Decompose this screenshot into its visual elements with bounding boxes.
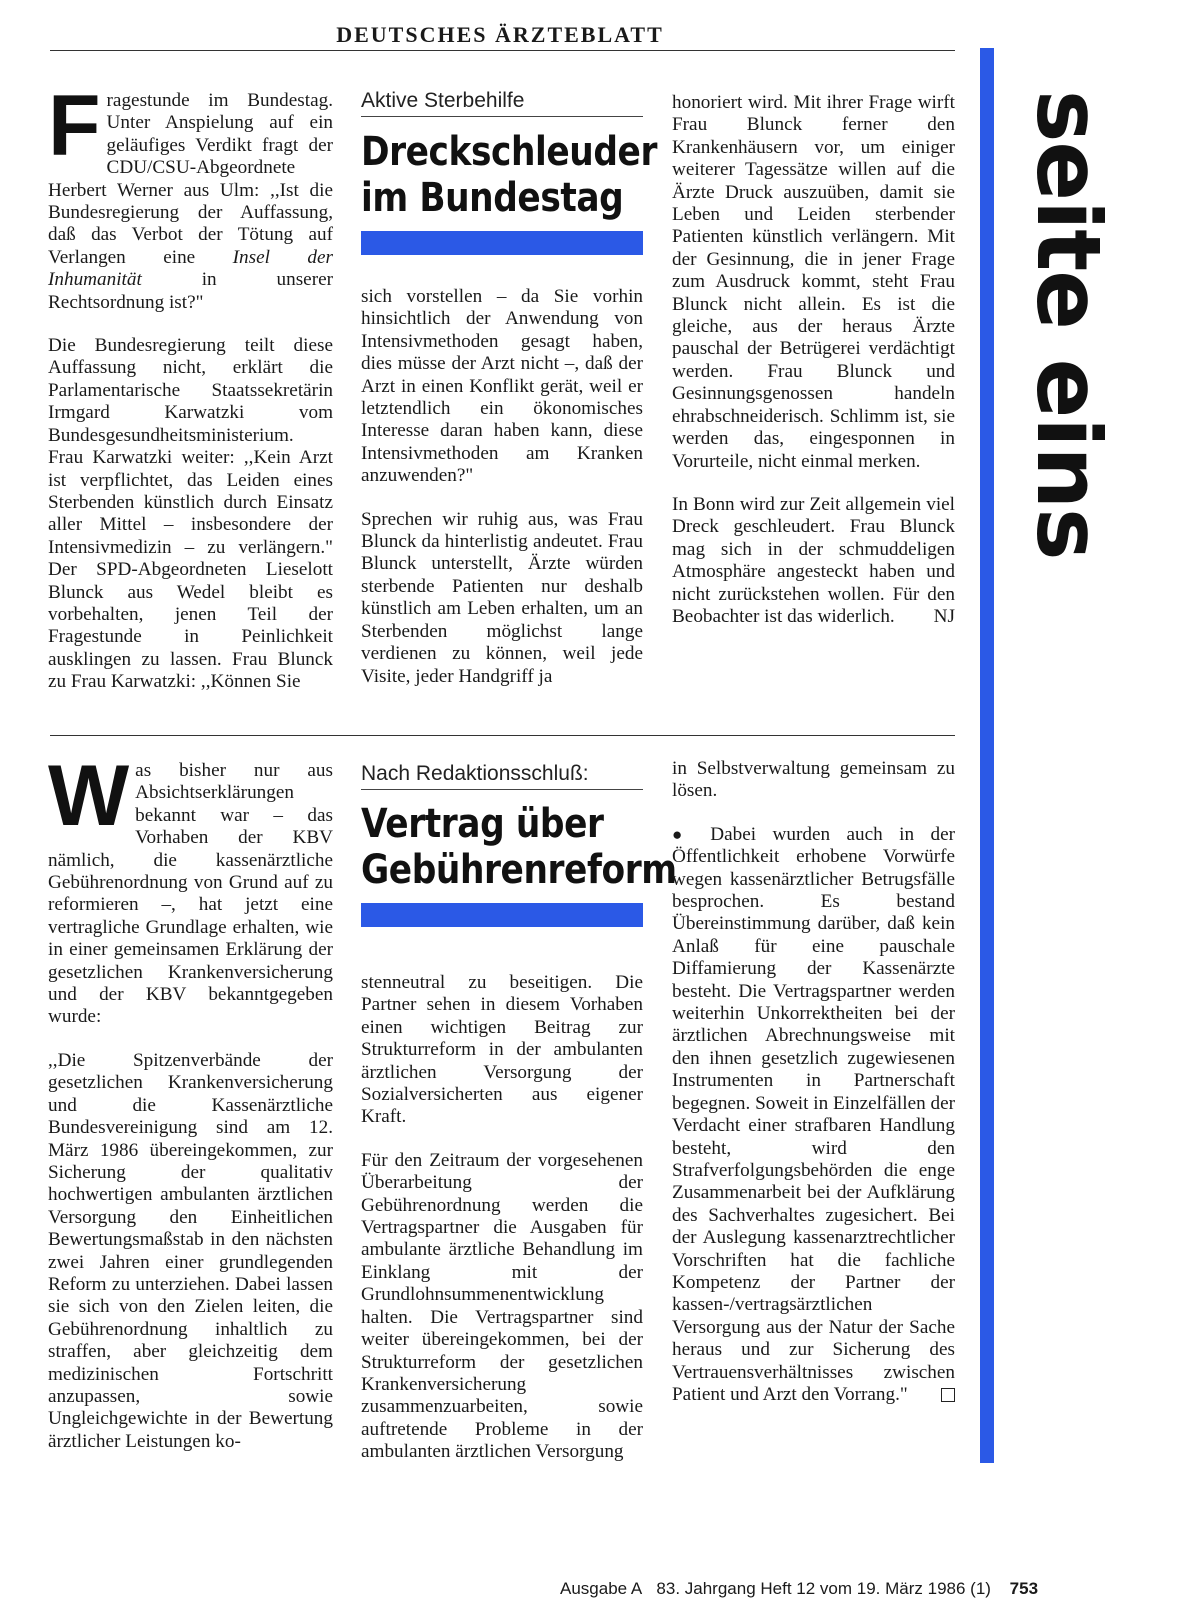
footer-issue: 83. Jahrgang Heft 12 vom 19. März 1986 (1): [656, 1579, 991, 1598]
masthead-rule: [50, 50, 955, 51]
footer: [560, 1578, 1116, 1600]
article2-col2-para1: stenneutral zu beseitigen. Die Partner sehen in diesem Vorhaben einen wichtigen Beitrag zur Strukturreform in der ambulanten ärztlichen Versorgung der Sozialversicherten aus eigener Kraft.: [361, 972, 643, 1128]
article2-col1: [48, 748, 333, 1474]
article2-col3: [672, 758, 955, 1427]
article2-col2: [361, 972, 643, 1485]
article1-col1-para1: Fragestunde im Bundestag. Unter Anspielung auf ein geläufiges Verdikt fragt der CDU/CSU-Abgeordnete Herbert Werner aus Ulm: ,,Ist die Bundesregierung der Auffassung, daß das Verbot der Tötung auf Verlangen eine Insel der Inhumanität in unserer Rechtsordnung ist?": [48, 78, 333, 313]
article2-kicker: Nach Redaktionsschluß:: [361, 762, 589, 785]
article1-headline-line2: im Bundestag: [361, 175, 624, 221]
article1-kicker-rule: [361, 116, 643, 117]
bullet-icon: ●: [672, 824, 694, 844]
article2-col3-para1: in Selbstverwaltung gemeinsam zu lösen.: [672, 758, 955, 802]
article1-headline-line1: Dreckschleuder: [361, 129, 657, 175]
article2-headline-line1: Vertrag über: [361, 801, 604, 847]
side-accent-bar: [980, 48, 994, 1463]
section-divider-rule: [50, 735, 955, 736]
article2-headline-line2: Gebührenreform: [361, 847, 677, 893]
article1-col3: [672, 92, 955, 649]
article2-kicker-rule: [361, 789, 643, 790]
footer-edition: Ausgabe A: [560, 1579, 643, 1598]
article1-kicker: Aktive Sterbehilfe: [361, 89, 525, 112]
article1-blue-bar: [361, 231, 643, 255]
article2-col3-para2: ● Dabei wurden auch in der Öffentlichkeit erhobene Vorwürfe wegen kassenärztlicher Betrugsfälle besprochen. Es bestand Übereinstimmung darüber, daß kein Anlaß für eine pauschale Diffamierung der Kassenärzte besteht. Die Vertragspartner werden weiterhin Unkorrektheiten bei der ärztlichen Abrechnungsweise mit den ihnen gesetzlich zugewiesenen Instrumenten in Partnerschaft begegnen. Soweit in Einzelfällen der Verdacht einer strafbaren Handlung besteht, wird den Strafverfolgungsbehörden die enge Zusammenarbeit bei der Aufklärung des Sachverhaltes zugesichert. Bei der Auslegung kassenarztrechtlicher Vorschriften hat die fachliche Kompetenz der Partner der kassen-/vertragsärztlichen Versorgung aus der Natur der Sache heraus und zur Sicherung des Vertrauensverhältnisses zwischen Patient und Arzt den Vorrang.": [672, 823, 955, 1405]
article2-col1-para1: Was bisher nur aus Absichtserklärungen bekannt war – das Vorhaben der KBV nämlich, die kassenärztliche Gebührenordnung von Grund auf zu reformieren –, hat jetzt eine vertragliche Grundlage erhalten, wie in einer gemeinsamen Erklärung der gesetzlichen Krankenversicherung und der KBV bekanntgegeben wurde:: [48, 748, 333, 1028]
end-mark-icon: [941, 1388, 955, 1402]
article2-col1-para2: ,,Die Spitzenverbände der gesetzlichen Krankenversicherung und die Kassenärztliche Bundesvereinigung sind am 12. März 1986 übereingekommen, zur Sicherung der qualitativ hochwertigen ambulanten ärztlichen Versorgung den Einheitlichen Bewertungsmaßstab in den nächsten zwei Jahren einer grundlegenden Reform zu unterziehen. Dabei lassen sie sich von den Zielen leiten, die Gebührenordnung inhaltlich zu straffen, aber gleichzeitig dem medizinischen Fortschritt anzupassen, sowie Ungleichgewichte in der Bewertung ärztlicher Leistungen ko-: [48, 1049, 333, 1452]
article1-col1: [48, 78, 333, 715]
masthead: DEUTSCHES ÄRZTEBLATT: [336, 22, 664, 47]
article2-blue-bar: [361, 903, 643, 927]
dropcap: W: [48, 748, 130, 844]
article2-col2-para2: Für den Zeitraum der vorgesehenen Überarbeitung der Gebührenordnung werden die Vertragspartner die Ausgaben für ambulante ärztliche Behandlung im Einklang mit der Grundlohnsummenentwicklung halten. Die Vertragspartner sind weiter übereingekommen, bei der Strukturreform der gesetzlichen Krankenversicherung zusammenzuarbeiten, sowie auftretende Probleme in der ambulanten ärztlichen Versorgung: [361, 1149, 643, 1463]
page-number: 753: [1009, 1579, 1039, 1598]
article1-col2: [361, 286, 643, 709]
article1-col2-para1: sich vorstellen – da Sie vorhin hinsichtlich der Anwendung von Intensivmethoden gesagt haben, dies müsse der Arzt nicht –, daß der Arzt in einen Konflikt gerät, weil er letztendlich ein ökonomisches Interesse daran haben kann, diese Intensivmethoden am Kranken anzuwenden?": [361, 286, 643, 487]
side-title-text: seite eins: [1017, 90, 1120, 560]
article1-col2-para2: Sprechen wir ruhig aus, was Frau Blunck da hinterlistig andeutet. Frau Blunck unterstellt, Ärzte würden sterbende Patienten nur deshalb künstlich am Leben erhalten, um an Sterbenden möglichst lange verdienen zu können, weil jede Visite, jeder Handgriff ja: [361, 508, 643, 687]
article1-col3-para1: honoriert wird. Mit ihrer Frage wirft Frau Blunck ferner den Krankenhäusern vor, um einiger weiterer Tagessätze willen auf die Ärzte Druck auszuüben, damit sie Leben und Leiden sterbender Patienten künstlich verlängern. Mit der Gesinnung, die in jener Frage zum Ausdruck kommt, steht Frau Blunck nicht allein. Es ist die gleiche, aus der heraus Ärzte pauschal der Betrügerei verdächtigt werden. Frau Blunck und Gesinnungsgenossen handeln ehrabschneiderisch. Schlimm ist, sie werden das, eingesponnen in Vorurteile, nicht einmal merken.: [672, 92, 955, 472]
article1-col3-para2: In Bonn wird zur Zeit allgemein viel Dreck geschleudert. Frau Blunck mag sich in der schmuddeligen Atmosphäre angesteckt haben und nicht zurückstehen wollen. Für den Beobachter ist das widerlich. NJ: [672, 493, 955, 627]
dropcap: F: [48, 78, 101, 174]
article1-col1-para2: Die Bundesregierung teilt diese Auffassung nicht, erklärt die Parlamentarische Staatssekretärin Irmgard Karwatzki vom Bundesgesundheitsministerium. Frau Karwatzki weiter: ,,Kein Arzt ist verpflichtet, das Leiden eines Sterbenden künstlich durch Einsatz aller Mittel – insbesondere der Intensivmedizin – zu verlängern." Der SPD-Abgeordneten Lieselott Blunck aus Wedel bleibt es vorbehalten, jenen Teil der Fragestunde in Peinlichkeit ausklingen zu lassen. Frau Blunck zu Frau Karwatzki: ,,Können Sie: [48, 335, 333, 693]
side-title: [1017, 90, 1120, 560]
article1-signature: NJ: [933, 605, 955, 627]
